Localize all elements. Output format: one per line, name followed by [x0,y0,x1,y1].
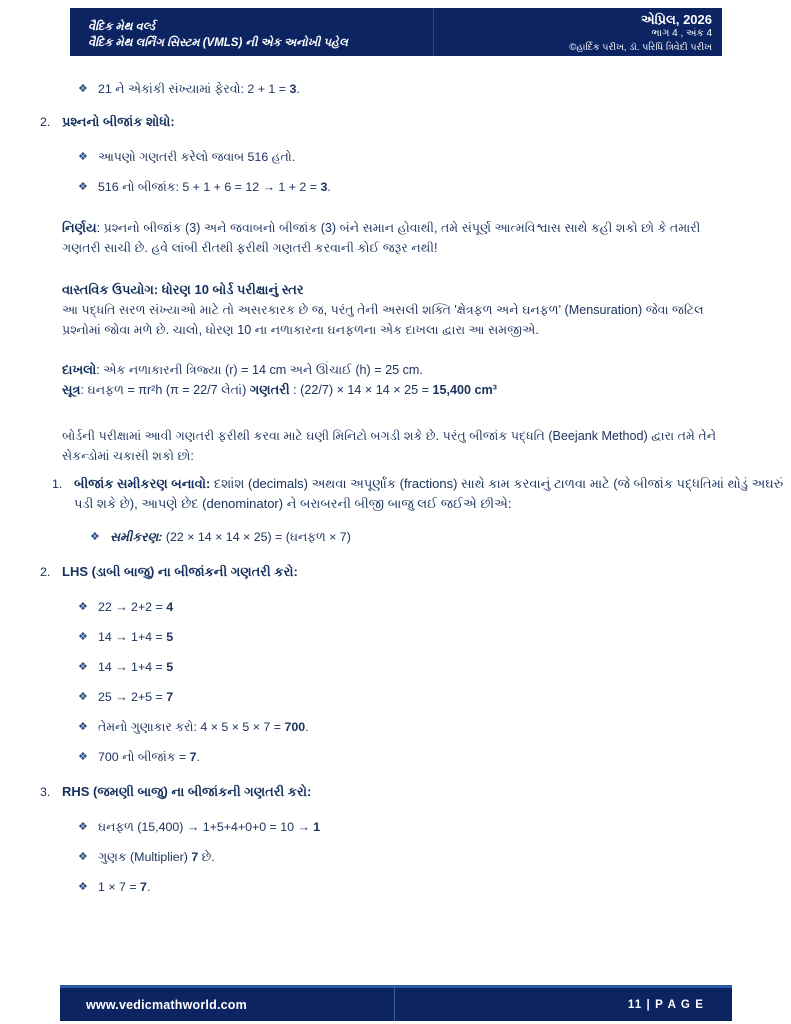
numbered-item [0,112,791,132]
board-exam-block [0,426,791,466]
list-item [0,818,791,836]
page-content [0,80,791,896]
page-number: 11 | P A G E [627,998,704,1011]
list-item-text: તેમનો ગુણાકાર કરો: 4 × 5 × 5 × 7 = 700. [98,720,309,734]
list-item-text: 700 નો બીજાંક = 7. [98,750,200,764]
list-item [0,878,791,896]
calculation-result: 15,400 cm³ [432,383,497,397]
formula-line [62,380,729,400]
numbered-item-title: LHS (ડાબી બાજુ) ના બીજાંકની ગણતરી કરો: [62,564,298,579]
numbered-item-title: RHS (જમણી બાજુ) ના બીજાંકની ગણતરી કરો: [62,784,312,799]
diamond-bullet-icon: ❖ [78,881,88,893]
masthead-title: વૈદિક મેથ વર્લ્ડ [88,20,156,33]
diamond-bullet-icon: ❖ [78,751,88,763]
list-item-text [110,528,791,546]
footer-page-container [395,988,732,1021]
bold-value: 7 [191,850,199,864]
diamond-bullet-icon: ❖ [78,83,88,95]
numbered-item-body: દશાંશ (decimals) અથવા અપૂર્ણાંક (fractions) સાથે કામ કરવાનું ટાળવા માટે (જે બીજાંક પદ્ધતિમાં થોડું અઘરું પડી શકે છે), આપણે છેદ (denominator) ને બરાબરની બીજી બાજુ લઈ જઈએ છીએ: [74,476,784,511]
bold-value: 3 [320,180,328,194]
diamond-bullet-icon: ❖ [78,181,88,193]
equation-label: સમીકરણ: [110,530,163,544]
verdict-paragraph [62,218,729,258]
diamond-bullet-icon: ❖ [78,721,88,733]
list-item [0,80,791,98]
issue-volume: ભાગ 4 , અંક 4 [651,28,712,39]
numbered-item-title: બીજાંક સમીકરણ બનાવો: [74,476,211,491]
list-item [0,178,791,196]
list-number: 3. [40,785,51,799]
example-line [62,360,729,380]
example-label: દાખલો [62,362,97,377]
bold-value: 5 [166,660,174,674]
page-header [70,8,722,56]
diamond-bullet-icon: ❖ [78,661,88,673]
list-number: 2. [40,115,51,129]
list-item-text: 22 → 2+2 = 4 [98,600,174,614]
real-use-block [0,280,791,340]
numbered-item-text [74,474,791,514]
list-item [0,718,791,736]
header-issue-info [434,8,722,56]
bold-value: 3 [289,82,297,96]
bold-value: 5 [166,630,174,644]
list-item [0,848,791,866]
bold-value: 700 [284,720,306,734]
list-item-text: 25 → 2+5 = 7 [98,690,174,704]
bold-value: 4 [166,600,174,614]
example-block [0,360,791,400]
diamond-bullet-icon: ❖ [78,851,88,863]
example-text: : એક નળાકારની ત્રિજ્યા (r) = 14 cm અને ઊંચાઈ (h) = 25 cm. [96,363,423,377]
diamond-bullet-icon: ❖ [90,531,100,543]
diamond-bullet-icon: ❖ [78,631,88,643]
equation-text: (22 × 14 × 14 × 25) = (ઘનફળ × 7) [162,530,351,544]
list-item [0,748,791,766]
numbered-item-title: પ્રશ્નનો બીજાંક શોધો: [62,114,175,129]
diamond-bullet-icon: ❖ [78,821,88,833]
list-item-text: 14 → 1+4 = 5 [98,630,174,644]
list-item-text: 1 × 7 = 7. [98,880,151,894]
list-item-text: 21 ને એકાંકી સંખ્યામાં ફેરવો: 2 + 1 = 3. [98,82,300,96]
list-number: 2. [40,565,51,579]
bold-value: 7 [166,690,174,704]
list-item [0,148,791,166]
real-use-paragraph: આ પદ્ધતિ સરળ સંખ્યાઓ માટે તો અસરકારક છે જ, પરંતુ તેની અસલી શક્તિ 'ક્ષેત્રફળ અને ઘનફળ' (Mensuration) જેવા જટિલ પ્રશ્નોમાં જોવા મળે છે. ચાલો, ધોરણ 10 ના નળાકારના ઘનફળના એક દાખલા દ્વારા આ સમજીએ. [62,303,704,337]
list-item [0,688,791,706]
header-masthead [70,8,434,56]
footer-url-container [60,988,395,1021]
list-item [0,528,791,546]
calculation-label: ગણતરી [249,382,290,397]
issue-date: એપ્રિલ, 2026 [640,12,712,27]
real-use-heading: વાસ્તવિક ઉપયોગ: ધોરણ 10 બોર્ડ પરીક્ષાનું સ્તર [62,282,304,297]
verdict-block [0,218,791,258]
list-item [0,658,791,676]
diamond-bullet-icon: ❖ [78,601,88,613]
list-item [0,598,791,616]
numbered-item [0,562,791,582]
page-footer [60,985,732,1021]
formula-text: : ઘનફળ = πr²h (π = 22/7 લેતાં) [80,383,250,397]
list-item-text: ગુણક (Multiplier) 7 છે. [98,850,215,864]
numbered-item [0,474,791,514]
list-item-text: 14 → 1+4 = 5 [98,660,174,674]
list-item-text: આપણો ગણતરી કરેલો જવાબ 516 હતો. [98,150,296,164]
list-item-text: ઘનફળ (15,400) → 1+5+4+0+0 = 10 → 1 [98,820,321,834]
diamond-bullet-icon: ❖ [78,691,88,703]
bold-value: 7 [140,880,147,894]
issue-copyright: ©હાર્દિક પરીખ, ડૉ. પરિધિ ત્રિવેદી પરીખ [569,42,712,53]
footer-website-link[interactable]: www.vedicmathworld.com [86,997,247,1012]
bold-value: 7 [189,750,197,764]
diamond-bullet-icon: ❖ [78,151,88,163]
numbered-item [0,782,791,802]
verdict-text: : પ્રશ્નનો બીજાંક (3) અને જવાબનો બીજાંક (3) બંને સમાન હોવાથી, તમે સંપૂર્ણ આત્મવિશ્વાસ સાથે કહી શકો છો કે તમારી ગણતરી સાચી છે. હવે લાંબી રીતથી ફરીથી ગણતરી કરવાની કોઈ જરૂર નથી! [62,221,701,255]
list-item-text: 516 નો બીજાંક: 5 + 1 + 6 = 12 → 1 + 2 = 3. [98,180,331,194]
bold-value: 1 [313,820,321,834]
list-number: 1. [52,477,63,491]
verdict-label: નિર્ણય [62,220,97,235]
board-exam-paragraph: બોર્ડની પરીક્ષામાં આવી ગણતરી ફરીથી કરવા માટે ઘણી મિનિટો બગડી શકે છે. પરંતુ બીજાંક પદ્ધતિ (Beejank Method) દ્વારા તમે તેને સેકન્ડોમાં ચકાસી શકો છો: [62,429,717,463]
calculation-text: : (22/7) × 14 × 14 × 25 = [289,383,433,397]
formula-label: સૂત્ર [62,382,81,397]
masthead-subtitle: વૈદિક મેથ લર્નિંગ સિસ્ટમ (VMLS) ની એક અનોખી પહેલ [88,36,348,49]
list-item [0,628,791,646]
